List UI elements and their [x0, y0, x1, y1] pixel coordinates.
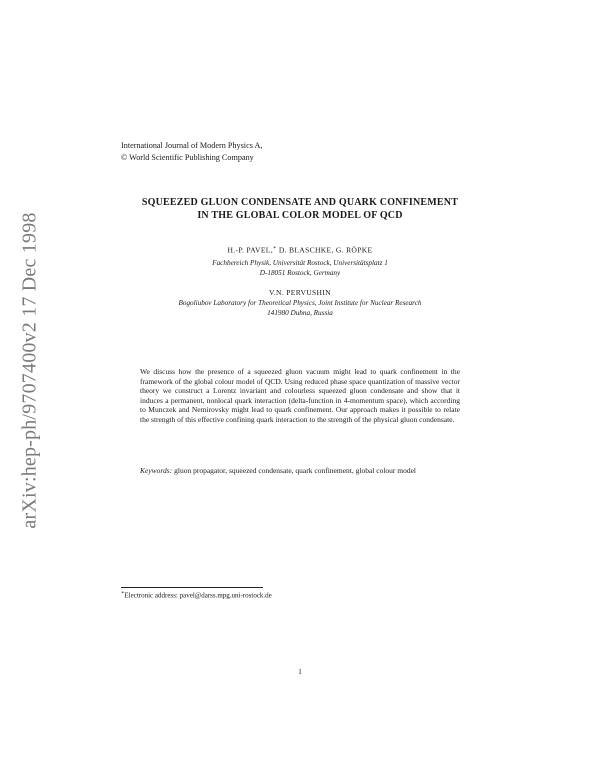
author-list-1 — [90, 245, 510, 255]
keywords-label: Keywords: — [140, 466, 173, 475]
keywords-text: gluon propagator, squeezed condensate, quark confinement, global colour model — [174, 466, 417, 475]
footnote-mark: ∗ — [121, 591, 125, 596]
journal-name: International Journal of Modern Physics A, — [121, 141, 263, 150]
arxiv-id-text: arXiv:hep-ph/9707400v2 17 Dec 1998 — [18, 211, 41, 529]
abstract: We discuss how the presence of a squeezed gluon vacuum might lead to quark confinement in the framework of the global colour model of QCD. Using reduced phase space quantization of massive vector theory we construct a Lorentz invariant and colourless squeezed gluon condensate and show that it induces a permanent, nonlocal quark interaction (delta-function in 4-momentum space), which according to Munczek and Nemirovsky might lead to quark confinement. Our approach makes it possible to relate the strength of this effective confining quark interaction to the strength of the physical gluon condensate. — [140, 367, 460, 424]
affiliation-2 — [90, 298, 510, 318]
affiliation-1-line-2: D-18051 Rostock, Germany — [259, 269, 341, 277]
author-first: H.-P. PAVEL, — [227, 245, 273, 255]
footnote-rule — [121, 587, 263, 588]
author-rest: D. BLASCHKE, G. RÖPKE — [276, 245, 373, 255]
arxiv-side-identifier — [6, 190, 54, 550]
title-line-2: IN THE GLOBAL COLOR MODEL OF QCD — [197, 210, 403, 221]
paper-title — [90, 196, 510, 222]
journal-header — [121, 140, 262, 163]
affiliation-2-line-2: 141980 Dubna, Russia — [267, 309, 333, 317]
affiliation-2-line-1: Bogoliubov Laboratory for Theoretical Physics, Joint Institute for Nuclear Research — [178, 299, 422, 307]
author-footnote-mark: ∗ — [272, 246, 277, 251]
footnote — [121, 590, 272, 599]
author-list-2: V.N. PERVUSHIN — [269, 288, 331, 297]
keywords — [140, 466, 460, 476]
title-line-1: SQUEEZED GLUON CONDENSATE AND QUARK CONFINEMENT — [141, 197, 459, 208]
footnote-text: Electronic address: pavel@darss.mpg.uni-rostock.de — [124, 591, 272, 600]
publisher-copyright: © World Scientific Publishing Company — [121, 152, 254, 162]
affiliation-1-line-1: Fachbereich Physik, Universität Rostock, Universitätsplatz 1 — [212, 259, 388, 267]
page-number: 1 — [298, 667, 302, 676]
affiliation-1 — [90, 258, 510, 278]
